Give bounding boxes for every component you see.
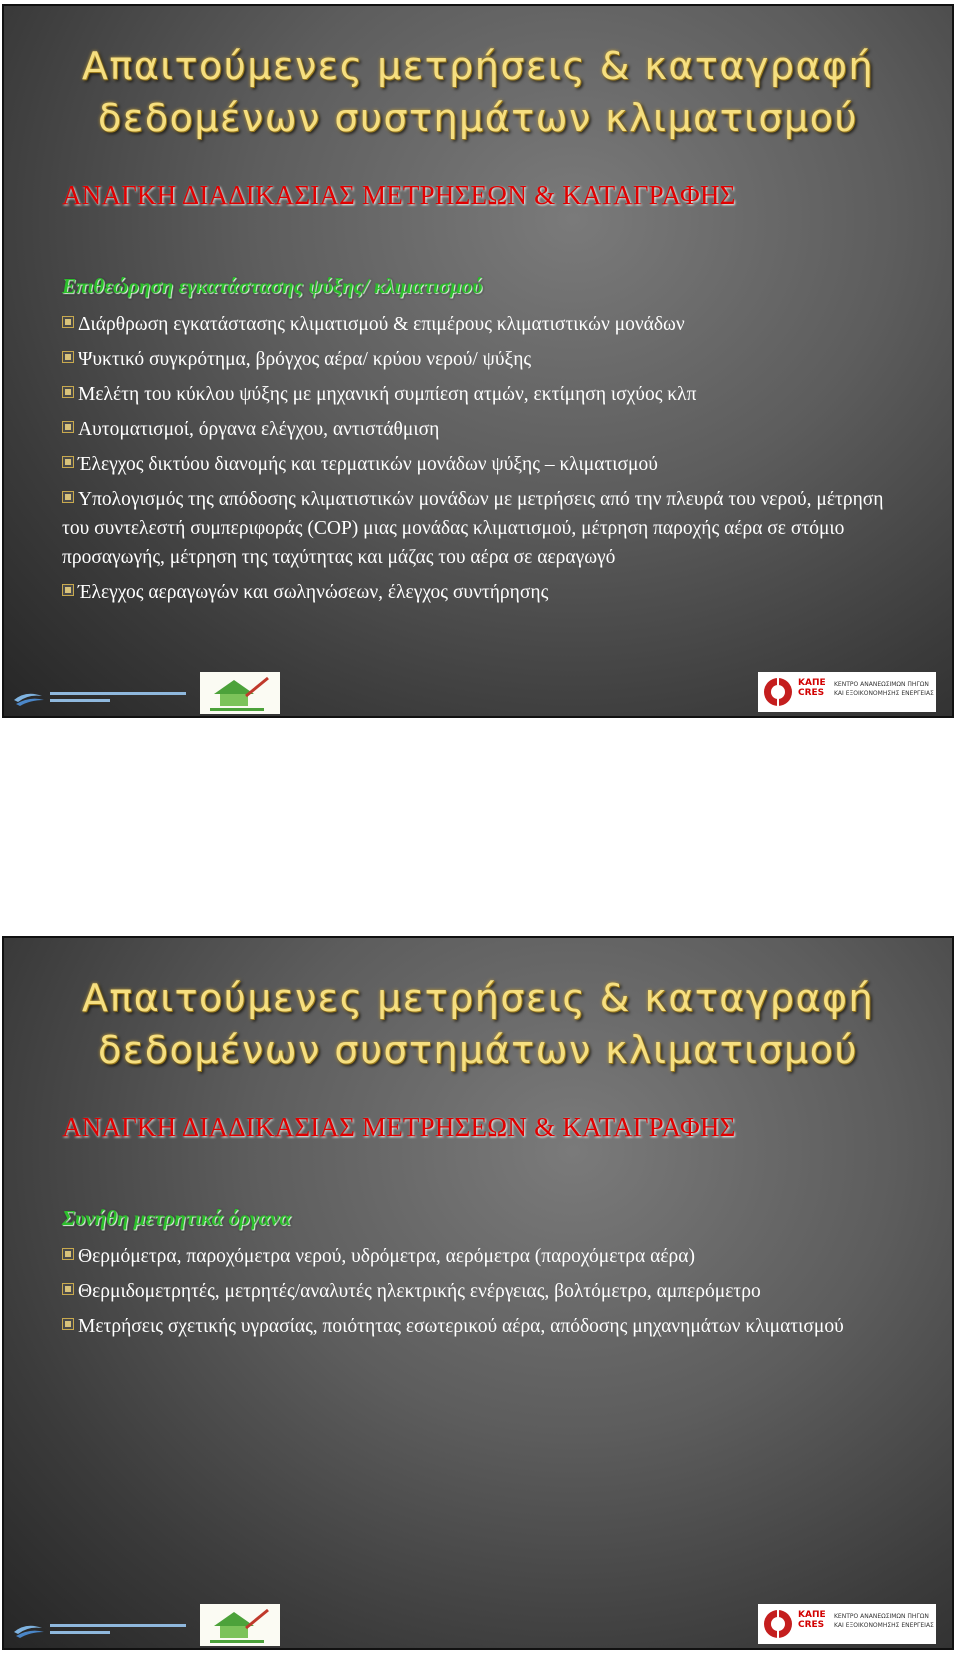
- title-line-1: Απαιτούμενες μετρήσεις & καταγραφή: [81, 44, 875, 88]
- bullet-item: [62, 1312, 902, 1341]
- bullet-item: [62, 450, 902, 479]
- cres-name: [798, 678, 826, 698]
- bullet-text: Αυτοματισμοί, όργανα ελέγχου, αντιστάθμιση: [78, 419, 440, 440]
- section-heading: Επιθεώρηση εγκατάστασης ψύξης/ κλιματισμού: [62, 274, 483, 298]
- title-line-1: Απαιτούμενες μετρήσεις & καταγραφή: [81, 976, 875, 1020]
- cres-name-gr: ΚΑΠΕ: [798, 678, 826, 688]
- bullet-text: Θερμιδομετρητές, μετρητές/αναλυτές ηλεκτρικής ενέργειας, βολτόμετρο, αμπερόμετρο: [78, 1281, 761, 1302]
- title-line-2: δεδομένων συστημάτων κλιματισμού: [98, 96, 858, 140]
- cres-fullname: [834, 680, 934, 698]
- bullet-item: [62, 485, 902, 572]
- bullet-text: Μετρήσεις σχετικής υγρασίας, ποιότητας εσωτερικού αέρα, απόδοσης μηχανημάτων κλιματισμού: [78, 1316, 844, 1337]
- bullet-box-icon: [62, 386, 74, 398]
- bullet-item: [62, 415, 902, 444]
- bullet-text: Έλεγχος δικτύου διανομής και τερματικών μονάδων ψύξης – κλιματισμού: [78, 454, 658, 475]
- movida-logo-icon: [200, 1604, 280, 1646]
- cres-emblem-icon: [760, 672, 796, 712]
- bullet-item: [62, 310, 902, 339]
- bullet-item: [62, 345, 902, 374]
- bullet-text: Ψυκτικό συγκρότημα, βρόγχος αέρα/ κρύου νερού/ ψύξης: [78, 349, 532, 370]
- cres-line-1: ΚΕΝΤΡΟ ΑΝΑΝΕΩΣΙΜΩΝ ΠΗΓΩΝ: [834, 1613, 929, 1620]
- cres-logo: [758, 1604, 936, 1644]
- section-heading: Συνήθη μετρητικά όργανα: [62, 1206, 292, 1230]
- bullet-text: Διάρθρωση εγκατάστασης κλιματισμού & επιμέρους κλιματιστικών μονάδων: [78, 314, 685, 335]
- slide-1: [2, 4, 954, 718]
- slide-title: [4, 40, 952, 144]
- bullet-list: [62, 310, 902, 613]
- intelligent-energy-europe-logo-icon: [12, 686, 190, 708]
- movida-logo-icon: [200, 672, 280, 714]
- cres-name-en: CRES: [798, 688, 825, 698]
- bullet-item: [62, 380, 902, 409]
- bullet-text: Έλεγχος αεραγωγών και σωληνώσεων, έλεγχος συντήρησης: [78, 582, 549, 603]
- bullet-box-icon: [62, 351, 74, 363]
- bullet-box-icon: [62, 1318, 74, 1330]
- cres-name-gr: ΚΑΠΕ: [798, 1610, 826, 1620]
- title-line-2: δεδομένων συστημάτων κλιματισμού: [98, 1028, 858, 1072]
- slide-title: [4, 972, 952, 1076]
- cres-line-2: ΚΑΙ ΕΞΟΙΚΟΝΟΜΗΣΗΣ ΕΝΕΡΓΕΙΑΣ: [834, 1622, 934, 1629]
- bullet-text: Υπολογισμός της απόδοσης κλιματιστικών μονάδων με μετρήσεις από την πλευρά του νερού, μέτρηση του συντελεστή συμπεριφοράς (COP) μιας μονάδας κλιματισμού, μέτρηση παροχής αέρα σε στόμιο προσαγωγής, μέτρηση της ταχύτητας και μάζας του αέρα σε αεραγωγό: [62, 489, 884, 568]
- bullet-item: [62, 1277, 902, 1306]
- cres-name: [798, 1610, 826, 1630]
- bullet-item: [62, 578, 902, 607]
- slide-subtitle: ΑΝΑΓΚΗ ΔΙΑΔΙΚΑΣΙΑΣ ΜΕΤΡΗΣΕΩΝ & ΚΑΤΑΓΡΑΦΗΣ: [62, 1112, 736, 1142]
- bullet-box-icon: [62, 456, 74, 468]
- bullet-box-icon: [62, 491, 74, 503]
- cres-line-2: ΚΑΙ ΕΞΟΙΚΟΝΟΜΗΣΗΣ ΕΝΕΡΓΕΙΑΣ: [834, 690, 934, 697]
- slide-subtitle: ΑΝΑΓΚΗ ΔΙΑΔΙΚΑΣΙΑΣ ΜΕΤΡΗΣΕΩΝ & ΚΑΤΑΓΡΑΦΗΣ: [62, 180, 736, 210]
- cres-logo: [758, 672, 936, 712]
- bullet-box-icon: [62, 316, 74, 328]
- cres-name-en: CRES: [798, 1620, 825, 1630]
- intelligent-energy-europe-logo-icon: [12, 1618, 190, 1640]
- bullet-box-icon: [62, 1248, 74, 1260]
- slide-footer: [4, 664, 952, 716]
- cres-fullname: [834, 1612, 934, 1630]
- cres-line-1: ΚΕΝΤΡΟ ΑΝΑΝΕΩΣΙΜΩΝ ΠΗΓΩΝ: [834, 681, 929, 688]
- cres-emblem-icon: [760, 1604, 796, 1644]
- bullet-text: Μελέτη του κύκλου ψύξης με μηχανική συμπίεση ατμών, εκτίμηση ισχύος κλπ: [78, 384, 697, 405]
- bullet-list: [62, 1242, 902, 1347]
- bullet-box-icon: [62, 421, 74, 433]
- slide-footer: [4, 1596, 952, 1648]
- slide-2: [2, 936, 954, 1650]
- bullet-box-icon: [62, 1283, 74, 1295]
- bullet-box-icon: [62, 584, 74, 596]
- bullet-text: Θερμόμετρα, παροχόμετρα νερού, υδρόμετρα, αερόμετρα (παροχόμετρα αέρα): [78, 1246, 695, 1267]
- bullet-item: [62, 1242, 902, 1271]
